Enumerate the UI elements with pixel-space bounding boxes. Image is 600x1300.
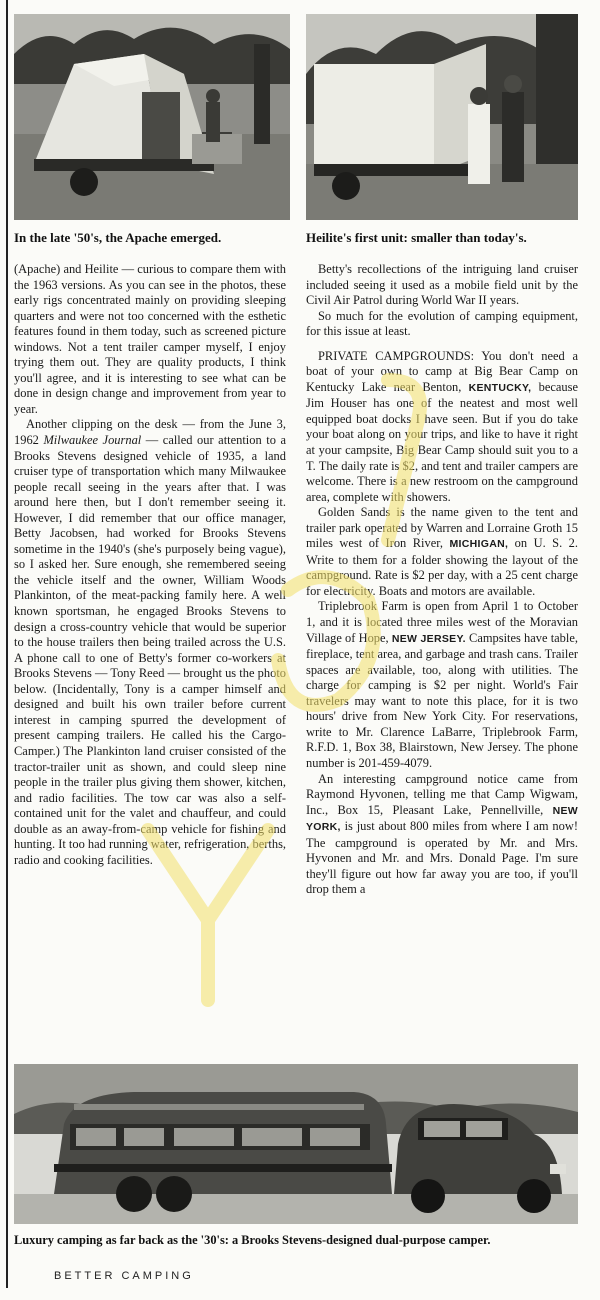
col2-paragraph-golden-sands: Golden Sands is the name given to the tent and trailer park operated by Warren and Lorraine Groth 15 miles west of Iron River, MICHIGAN, on U. S. 2. Write to them for a folder showing the layout of the campground. Rate is $2 per day, with a 25 cent charge for electricity. Boats and motors are available. [306, 505, 578, 598]
col2-paragraph-private-campgrounds: PRIVATE CAMPGROUNDS: You don't need a boat of your own to camp at Big Bear Camp on Kentucky Lake near Benton, KENTUCKY, because Jim Houser has one of the neatest and most well equipped boat docks I have seen. But if you do take your boat along on your trips, and like to have it right at your campsite, Big Bear Camp should suit you to a T. The daily rate is $2, and tent and trailer campers are welcome. There is a new restroom on the campground area, complete with showers. [306, 348, 579, 504]
article-column-right [306, 262, 578, 898]
running-footer: BETTER CAMPING [54, 1270, 194, 1282]
col1-paragraph-2: Another clipping on the desk — from the June 3, 1962 Milwaukee Journal — called our attention to a Brooks Stevens designed vehicle of 1935, a land cruiser type of transportation which many Milwaukee people recall seeing in the years after that. I was around here then, but I don't remember seeing it. However, I did remember that our office manager, Betty Jacobsen, had worked for Brooks Stevens sometime in the 1940's (she's purposely being vague), so I asked her. Sure enough, she remembered seeing the vehicle itself and the owner, William Woods Plankinton, of the meat-packing family here. A well known sportsman, he engaged Brooks Stevens to design a cross-country vehicle that would be superior to the house trailers then being trailed across the U.S. A phone call to one of Betty's former co-workers at Brooks Stevens — Tony Reed — brought us the photo below. (Incidentally, Tony is a camper himself and designed and built his own trailer before current interest in camping spurred the development of present camping trailers. He called his the Cargo-Camper.) The Plankinton land cruiser consisted of the tractor-trailer unit as shown, and could sleep nine people in the trailer plus giving them shower, kitchen, and radio facilities. The tow car was also a self-contained unit for the valet and chauffeur, and could double as an away-from-camp vehicle for fishing and hunting. It too had running water, refrigeration, berths, radio and cooking facilities. [14, 417, 287, 867]
photo-heilite-first-unit [306, 14, 578, 220]
col2-paragraph-1: Betty's recollections of the intriguing land cruiser included seeing it used as a mobile field unit by the Civil Air Patrol during World War II years. [306, 262, 578, 308]
caption-apache: In the late '50's, the Apache emerged. [14, 230, 222, 245]
col2-paragraph-triplebrook: Triplebrook Farm is open from April 1 to October 1, and it is located three miles west of the Moravian Village of Hope, NEW JERSEY. Campsites have table, fireplace, tent area, and garbage and trash cans. Trailer spaces are available, too, along with utilities. The charge for camping is $2 per night. World's Fair travelers may want to note this place, for it is two hours' drive from New York City. For reservations, write to Mr. Clarence LaBarre, Triplebrook Farm, R.F.D. 1, Box 38, Blairstown, New Jersey. The phone number is 201-459-4079. [306, 599, 578, 770]
photo-apache-tent-trailer [14, 14, 290, 220]
state-michigan: MICHIGAN, [449, 538, 509, 551]
article-column-left [14, 262, 286, 868]
col1-paragraph-1: (Apache) and Heilite — curious to compare them with the 1963 versions. As you can see in the photos, these early rigs concentrated mainly on providing sleeping quarters and were not too concerned with the esthetic features found in them today, such as screened picture windows. Not a tent trailer camper myself, I enjoy trying them out. They are quality products, I think you'll agree, and it is interesting to see what can be done in design change and improvement from year to year. [14, 262, 286, 416]
publication-title: Milwaukee Journal [43, 433, 142, 448]
state-new-jersey: NEW JERSEY. [391, 632, 466, 645]
col2-paragraph-2: So much for the evolution of camping equipment, for this issue at least. [306, 308, 578, 339]
state-kentucky: KENTUCKY, [468, 381, 532, 394]
caption-heilite: Heilite's first unit: smaller than today's. [306, 230, 527, 245]
caption-land-cruiser: Luxury camping as far back as the '30's: a Brooks Stevens-designed dual-purpose camper. [14, 1233, 491, 1247]
photo-brooks-stevens-land-cruiser [14, 1064, 578, 1224]
col2-paragraph-camp-wigwam: An interesting campground notice came from Raymond Hyvonen, telling me that Camp Wigwam, Inc., Box 15, Pleasant Lake, Pennellville, NEW YORK, is just about 800 miles from where I am now! The campground is operated by Mr. and Mrs. Hyvonen and Mr. and Mrs. Donald Page. I'm sure they'll figure out how far away you are too, if you'll drop them a [306, 771, 578, 897]
state-new-york: NEW YORK, [306, 804, 578, 834]
left-margin-rule [6, 0, 8, 1288]
